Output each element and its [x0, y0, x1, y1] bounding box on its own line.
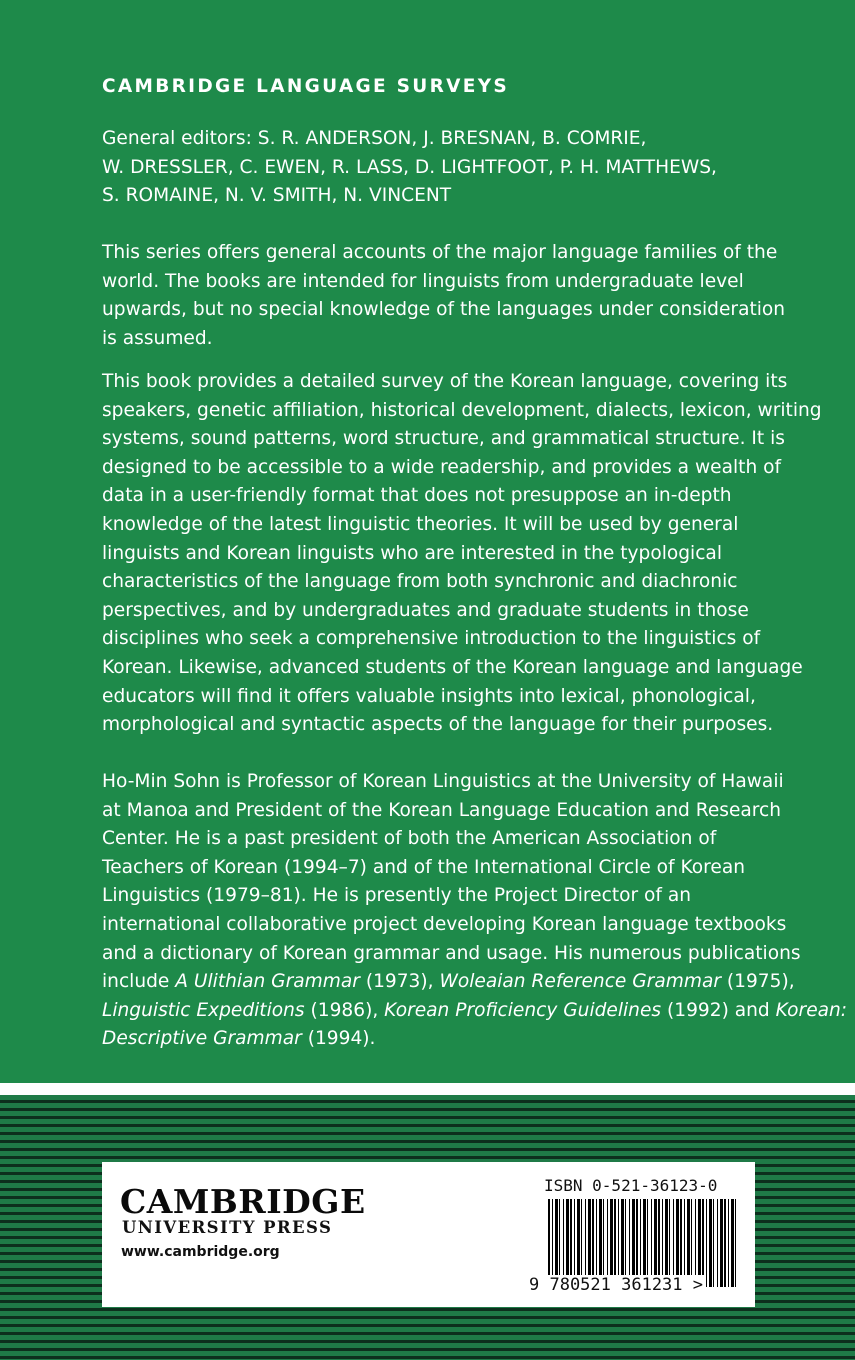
publication-title: Descriptive Grammar — [102, 1028, 302, 1050]
text-line: Teachers of Korean (1994–7) and of the International Circle of Korean — [102, 856, 746, 878]
text-line: Center. He is a past president of both the American Association of — [102, 828, 717, 850]
series-title: CAMBRIDGE LANGUAGE SURVEYS — [102, 76, 510, 97]
barcode — [548, 1199, 738, 1287]
editors-line: W. DRESSLER, C. EWEN, R. LASS, D. LIGHTFOOT, P. H. MATTHEWS, — [102, 156, 717, 178]
text-line: knowledge of the latest linguistic theories. It will be used by general — [102, 513, 739, 535]
publications-line-1 — [102, 968, 795, 997]
text-line: upwards, but no special knowledge of the languages under consideration — [102, 299, 786, 321]
author-bio — [102, 768, 848, 1054]
text-run: (1992) and — [661, 999, 776, 1021]
text-line: disciplines who seek a comprehensive introduction to the linguistics of — [102, 628, 761, 650]
publication-title: A Ulithian Grammar — [175, 971, 360, 993]
book-description — [102, 368, 822, 740]
text-line: perspectives, and by undergraduates and graduate students in those — [102, 599, 749, 621]
text-line: Korean. Likewise, advanced students of the Korean language and language — [102, 656, 803, 678]
text-line: linguists and Korean linguists who are interested in the typological — [102, 542, 722, 564]
publication-title: Korean: — [775, 999, 848, 1021]
barcode-digits — [528, 1275, 704, 1295]
divider-band — [0, 1083, 855, 1095]
publisher-website: www.cambridge.org — [121, 1244, 280, 1260]
publication-title: Korean Proficiency Guidelines — [384, 999, 662, 1021]
text-run: (1994). — [301, 1028, 376, 1050]
publication-title: Woleaian Reference Grammar — [439, 971, 721, 993]
text-line: designed to be accessible to a wide readership, and provides a wealth of — [102, 456, 782, 478]
text-run: (1973), — [359, 971, 440, 993]
publications-line-2 — [102, 997, 848, 1026]
text-run: (1975), — [720, 971, 795, 993]
text-line: Ho-Min Sohn is Professor of Korean Linguistics at the University of Hawaii — [102, 771, 784, 792]
isbn-text: ISBN 0-521-36123-0 — [544, 1176, 718, 1195]
text-line: is assumed. — [102, 327, 213, 349]
general-editors — [102, 125, 782, 211]
text-line: world. The books are intended for linguists from undergraduate level — [102, 270, 744, 292]
text-run: include — [102, 971, 176, 993]
publications-line-3 — [102, 1025, 782, 1054]
publisher-name: CAMBRIDGE — [120, 1182, 366, 1221]
text-line: This series offers general accounts of the major language families of the — [102, 242, 778, 263]
text-line: educators will find it offers valuable insights into lexical, phonological, — [102, 685, 756, 707]
series-description — [102, 239, 786, 353]
text-line: data in a user-friendly format that does not presuppose an in-depth — [102, 485, 732, 507]
barcode-digits-text: 9 780521 361231 > — [529, 1275, 703, 1295]
text-line: characteristics of the language from both synchronic and diachronic — [102, 571, 738, 593]
text-line: systems, sound patterns, word structure, and grammatical structure. It is — [102, 428, 785, 450]
text-line: at Manoa and President of the Korean Language Education and Research — [102, 799, 782, 821]
text-line: morphological and syntactic aspects of the language for their purposes. — [102, 714, 774, 736]
text-line: and a dictionary of Korean grammar and usage. His numerous publications — [102, 942, 801, 964]
text-run: (1986), — [304, 999, 385, 1021]
text-line: international collaborative project developing Korean language textbooks — [102, 913, 787, 935]
publication-title: Linguistic Expeditions — [102, 999, 305, 1021]
editors-line: S. ROMAINE, N. V. SMITH, N. VINCENT — [102, 185, 452, 207]
publisher-press: UNIVERSITY PRESS — [122, 1218, 333, 1237]
editors-line: General editors: S. R. ANDERSON, J. BRESNAN, B. COMRIE, — [102, 128, 647, 149]
text-line: speakers, genetic affiliation, historical development, dialects, lexicon, writing — [102, 399, 822, 421]
publisher-label — [102, 1162, 755, 1307]
text-line: This book provides a detailed survey of the Korean language, covering its — [102, 371, 788, 392]
text-line: Linguistics (1979–81). He is presently the Project Director of an — [102, 885, 692, 907]
